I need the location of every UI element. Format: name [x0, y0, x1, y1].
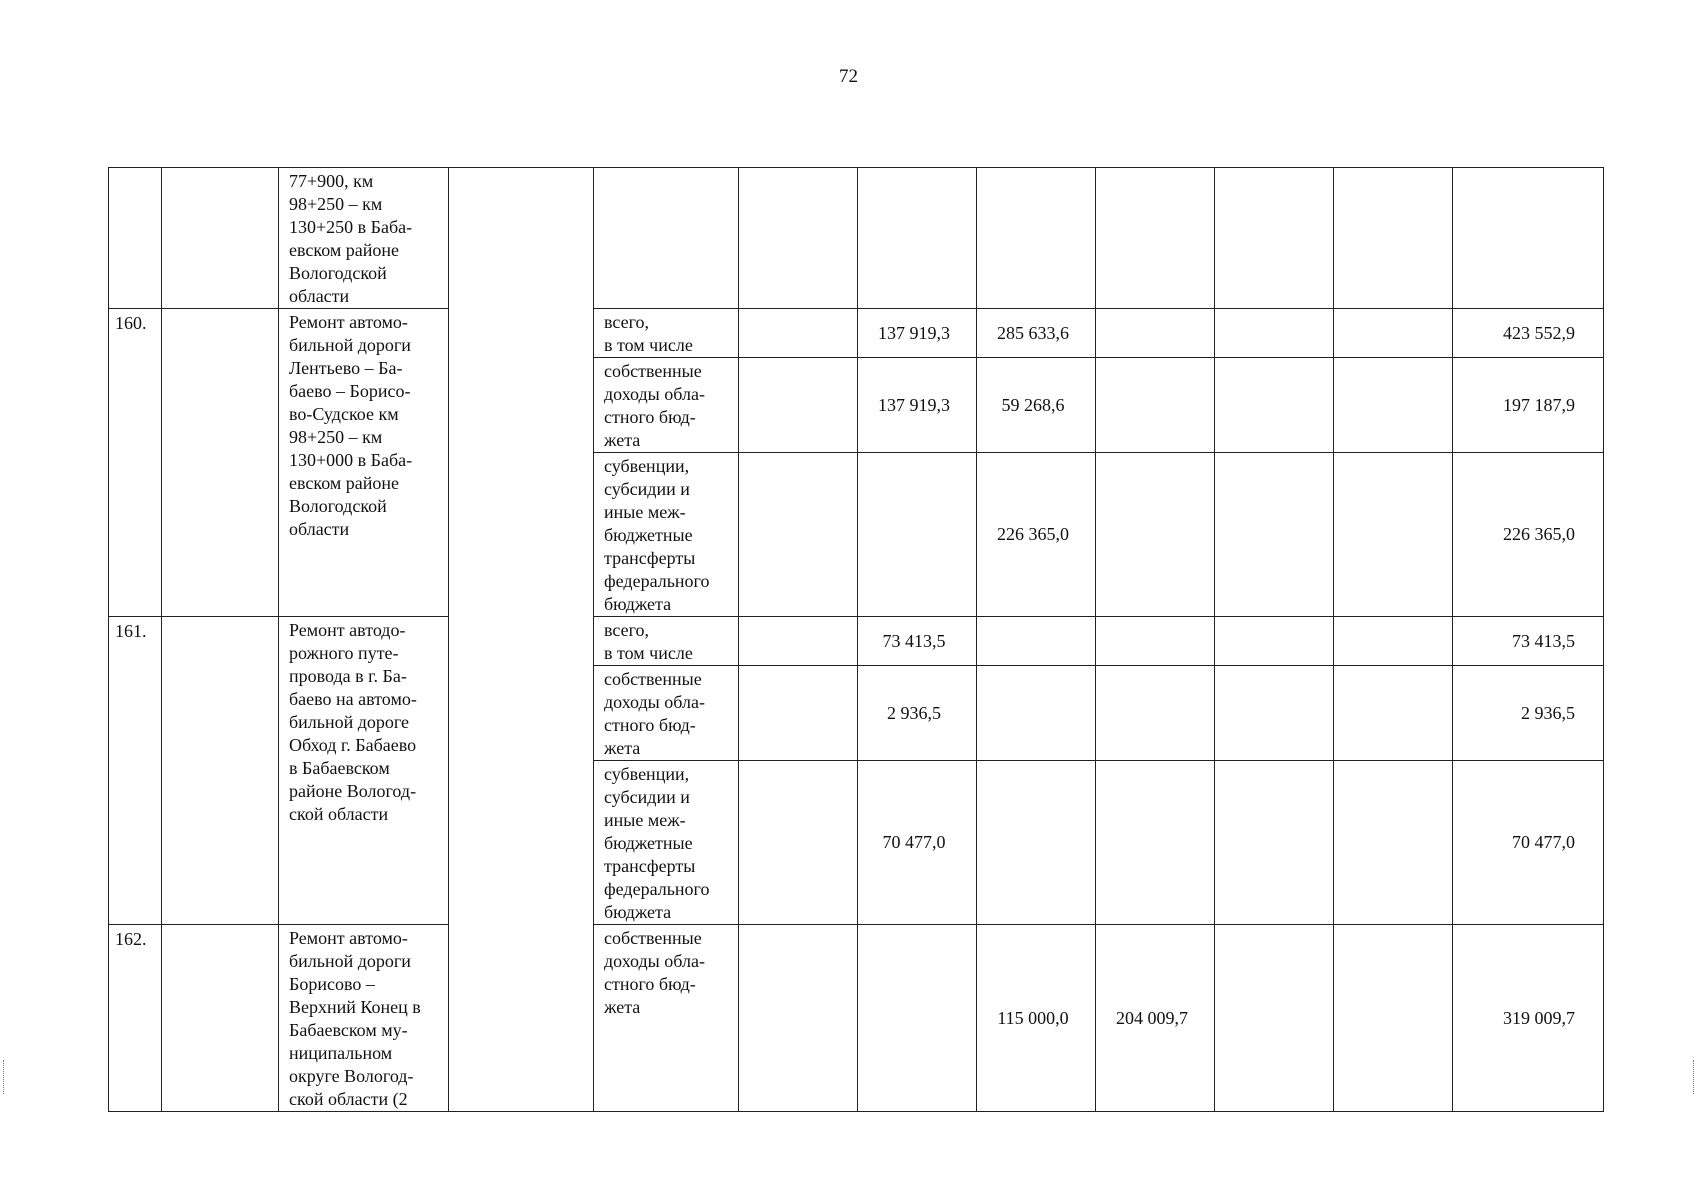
cell-year-1	[858, 925, 977, 1112]
cell-year-1	[858, 453, 977, 617]
cell-number: 162.	[109, 925, 162, 1112]
source-text: субвенции, субсидии и иные меж- бюджетные трансферты федерального бюджета	[604, 456, 710, 614]
cell-year-5	[1334, 453, 1453, 617]
cell-year-1: 137 919,3	[858, 309, 977, 358]
cell-source	[594, 453, 739, 617]
cell-year-2: 285 633,6	[977, 309, 1096, 358]
cell-total: 319 009,7	[1453, 925, 1604, 1112]
cell-total: 70 477,0	[1453, 761, 1604, 925]
cell-year-5	[1334, 358, 1453, 453]
scan-edge-mark-left	[3, 1060, 5, 1094]
cell-year-3	[1096, 168, 1215, 309]
object-name-text: Ремонт автомо- бильной дороги Лентьево – Ба- баево – Борисо- во-Судское км 98+250 – км 130+000 в Баба- евском районе Вологодской области	[289, 312, 413, 539]
cell-year-5	[1334, 168, 1453, 309]
cell-total: 73 413,5	[1453, 617, 1604, 666]
cell-year-4	[1215, 168, 1334, 309]
cell-year-4	[1215, 925, 1334, 1112]
source-text: собственные доходы обла- стного бюд- жета	[604, 361, 705, 450]
source-text: собственные доходы обла- стного бюд- жета	[604, 928, 705, 1017]
cell-year-2: 115 000,0	[977, 925, 1096, 1112]
cell-year-3	[1096, 358, 1215, 453]
object-name-text: Ремонт автомо- бильной дороги Борисово – Верхний Конец в Бабаевском му- ниципальном округе Вологод- ской области (2	[289, 928, 421, 1109]
object-name-text: 77+900, км 98+250 – км 130+250 в Баба- евском районе Вологодской области	[289, 171, 413, 306]
cell-year-3	[1096, 453, 1215, 617]
cell-total: 2 936,5	[1453, 666, 1604, 761]
table-row	[109, 925, 1604, 1112]
table-row	[109, 617, 1604, 666]
cell-code	[162, 617, 279, 925]
cell-object-name	[279, 309, 449, 617]
cell-year-1	[858, 168, 977, 309]
cell-merged-column	[449, 168, 594, 1112]
cell-year-5	[1334, 617, 1453, 666]
cell-year-1: 70 477,0	[858, 761, 977, 925]
cell-source	[594, 168, 739, 309]
cell-year-3	[1096, 617, 1215, 666]
cell-number: 161.	[109, 617, 162, 925]
cell-source	[594, 666, 739, 761]
cell-number: 160.	[109, 309, 162, 617]
cell-empty	[739, 309, 858, 358]
cell-year-5	[1334, 761, 1453, 925]
cell-year-4	[1215, 666, 1334, 761]
cell-total	[1453, 168, 1604, 309]
cell-year-4	[1215, 309, 1334, 358]
cell-number	[109, 168, 162, 309]
table-row	[109, 309, 1604, 358]
cell-year-1: 137 919,3	[858, 358, 977, 453]
cell-year-4	[1215, 617, 1334, 666]
cell-year-2	[977, 168, 1096, 309]
source-text: всего, в том числе	[604, 620, 693, 663]
cell-total: 197 187,9	[1453, 358, 1604, 453]
cell-year-4	[1215, 358, 1334, 453]
cell-empty	[739, 358, 858, 453]
budget-table	[108, 167, 1604, 1112]
cell-year-2	[977, 617, 1096, 666]
cell-year-5	[1334, 309, 1453, 358]
table-row-carry-over	[109, 168, 1604, 309]
cell-year-3	[1096, 666, 1215, 761]
cell-source	[594, 761, 739, 925]
cell-source	[594, 925, 739, 1112]
cell-year-4	[1215, 453, 1334, 617]
cell-source	[594, 617, 739, 666]
cell-source	[594, 358, 739, 453]
cell-year-2	[977, 666, 1096, 761]
cell-code	[162, 168, 279, 309]
cell-year-5	[1334, 666, 1453, 761]
cell-year-5	[1334, 925, 1453, 1112]
cell-empty	[739, 453, 858, 617]
cell-year-3	[1096, 761, 1215, 925]
cell-empty	[739, 617, 858, 666]
object-name-text: Ремонт автодо- рожного путе- провода в г. Ба- баево на автомо- бильной дороге Обход г. Бабаево в Бабаевском районе Вологод- ской области	[289, 620, 417, 824]
cell-empty	[739, 168, 858, 309]
page-number: 72	[839, 66, 858, 87]
cell-year-1: 73 413,5	[858, 617, 977, 666]
cell-year-2: 59 268,6	[977, 358, 1096, 453]
source-text: собственные доходы обла- стного бюд- жета	[604, 669, 705, 758]
cell-year-2: 226 365,0	[977, 453, 1096, 617]
cell-object-name	[279, 925, 449, 1112]
scan-edge-mark-right	[1693, 1060, 1695, 1094]
cell-total: 226 365,0	[1453, 453, 1604, 617]
cell-source	[594, 309, 739, 358]
cell-empty	[739, 761, 858, 925]
cell-year-2	[977, 761, 1096, 925]
cell-year-4	[1215, 761, 1334, 925]
cell-total: 423 552,9	[1453, 309, 1604, 358]
cell-code	[162, 309, 279, 617]
cell-year-1: 2 936,5	[858, 666, 977, 761]
source-text: субвенции, субсидии и иные меж- бюджетные трансферты федерального бюджета	[604, 764, 710, 922]
cell-code	[162, 925, 279, 1112]
source-text: всего, в том числе	[604, 312, 693, 355]
cell-empty	[739, 925, 858, 1112]
cell-year-3	[1096, 309, 1215, 358]
cell-object-name	[279, 617, 449, 925]
cell-empty	[739, 666, 858, 761]
cell-object-name	[279, 168, 449, 309]
cell-year-3: 204 009,7	[1096, 925, 1215, 1112]
